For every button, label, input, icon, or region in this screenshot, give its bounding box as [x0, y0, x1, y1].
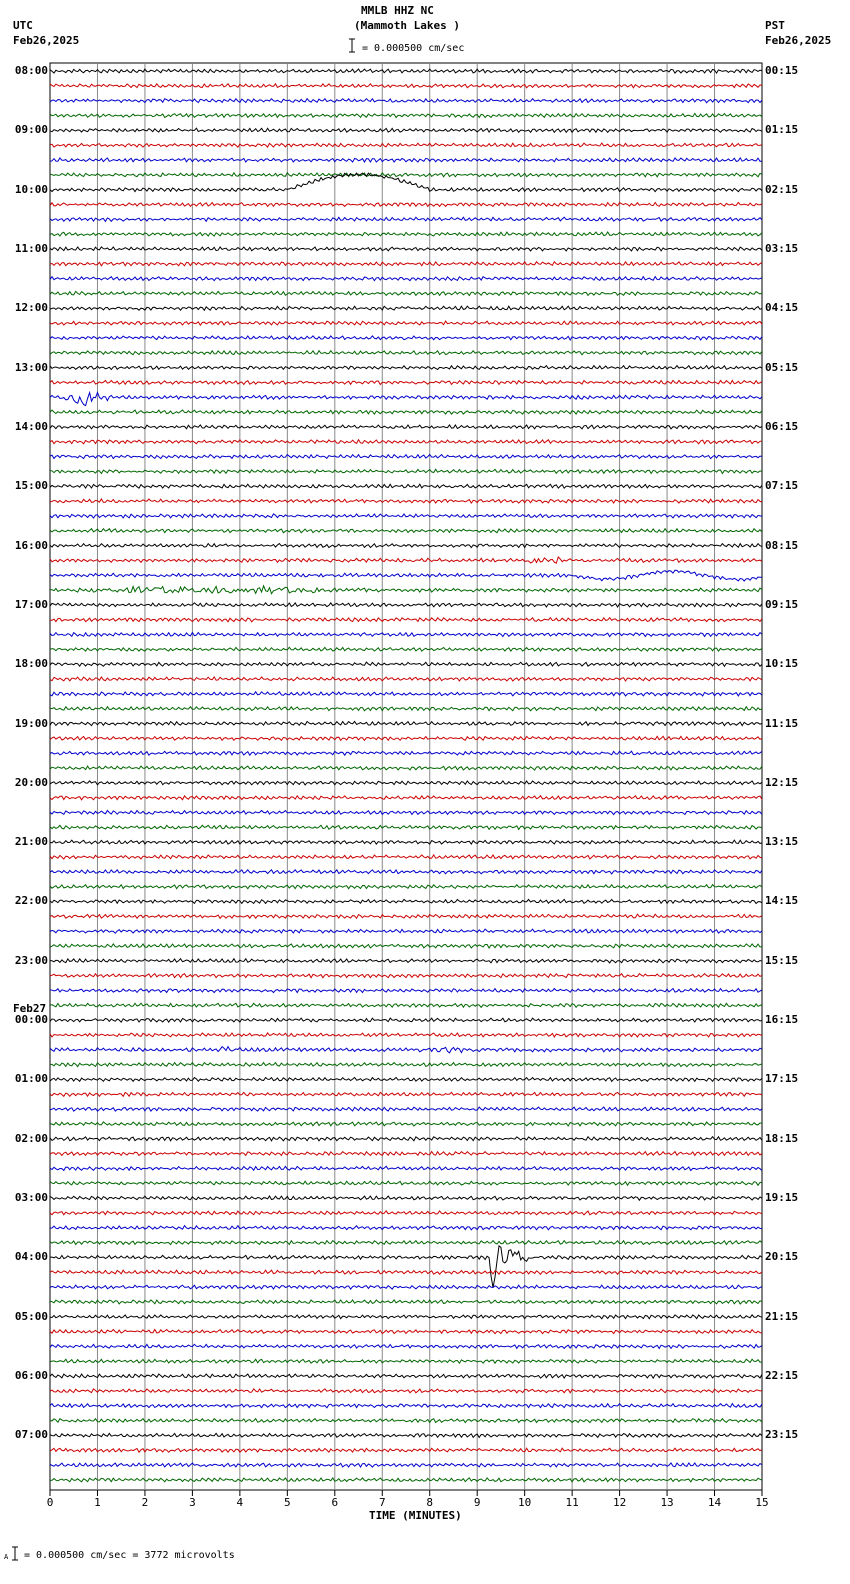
utc-hour-label: 08:00	[14, 64, 48, 77]
trace-82	[50, 1285, 762, 1289]
trace-group	[50, 69, 762, 1482]
x-tick-label-14: 14	[707, 1496, 722, 1509]
utc-hour-label: 21:00	[14, 835, 48, 849]
utc-hour-label: 02:00	[14, 1131, 48, 1145]
trace-39	[50, 647, 762, 651]
trace-83	[50, 1300, 762, 1304]
footer-scale-note: = 0.000500 cm/sec = 3772 microvolts	[24, 1550, 235, 1561]
utc-hour-label: 15:00	[14, 479, 48, 493]
scale-label: = 0.000500 cm/sec	[362, 43, 465, 54]
trace-3	[50, 113, 762, 117]
trace-8	[50, 173, 762, 192]
utc-hour-label: 04:00	[14, 1250, 48, 1264]
trace-64	[50, 1018, 762, 1022]
trace-25	[50, 440, 762, 444]
trace-10	[50, 217, 762, 221]
trace-78	[50, 1226, 762, 1230]
trace-28	[50, 484, 762, 488]
pst-hour-label: 19:15	[765, 1191, 799, 1205]
trace-30	[50, 514, 762, 518]
trace-60	[50, 959, 762, 963]
pst-hour-label: 03:15	[765, 241, 799, 255]
utc-hour-label: 11:00	[14, 241, 48, 255]
utc-hour-label: 00:00	[14, 1013, 48, 1027]
trace-58	[50, 929, 762, 933]
pst-hour-label: 22:15	[765, 1369, 799, 1383]
pst-hour-label: 00:15	[765, 64, 799, 77]
utc-hour-label: 17:00	[14, 597, 48, 611]
trace-19	[50, 351, 762, 355]
trace-34	[50, 570, 762, 581]
x-tick-label-5: 5	[284, 1496, 291, 1509]
x-tick-label-12: 12	[612, 1496, 627, 1509]
trace-92	[50, 1433, 762, 1437]
trace-1	[50, 84, 762, 88]
pst-hour-label: 14:15	[765, 894, 799, 908]
trace-56	[50, 899, 762, 903]
pst-hour-label: 01:15	[765, 123, 799, 137]
utc-hour-label: 16:00	[14, 538, 48, 552]
trace-72	[50, 1137, 762, 1141]
pst-date-label: Feb26,2025	[765, 34, 832, 47]
trace-22	[50, 393, 762, 406]
trace-5	[50, 143, 762, 147]
utc-hour-label: 13:00	[14, 360, 48, 374]
footer-scale-bar-icon	[4, 1546, 20, 1562]
pst-hour-label: 10:15	[765, 657, 799, 671]
trace-33	[50, 557, 762, 563]
x-tick-label-11: 11	[565, 1496, 579, 1509]
trace-94	[50, 1463, 762, 1467]
pst-hour-label: 16:15	[765, 1013, 799, 1027]
trace-37	[50, 618, 762, 622]
pst-hour-label: 15:15	[765, 953, 799, 967]
trace-31	[50, 529, 762, 533]
utc-hour-label: 19:00	[14, 716, 48, 730]
pst-hour-label: 21:15	[765, 1309, 799, 1323]
trace-38	[50, 633, 762, 637]
x-tick-label-8: 8	[426, 1496, 434, 1509]
pst-hour-label: 17:15	[765, 1072, 799, 1086]
trace-61	[50, 974, 762, 978]
trace-26	[50, 455, 762, 459]
pst-hour-label: 20:15	[765, 1250, 799, 1264]
pst-hour-label: 13:15	[765, 835, 799, 849]
x-tick-label-7: 7	[378, 1496, 386, 1509]
trace-51	[50, 825, 762, 829]
x-axis	[50, 1490, 762, 1496]
trace-95	[50, 1478, 762, 1482]
trace-18	[50, 336, 762, 340]
trace-24	[50, 425, 762, 429]
trace-43	[50, 707, 762, 711]
utc-hour-label: 01:00	[14, 1072, 48, 1086]
trace-49	[50, 796, 762, 800]
trace-80	[50, 1246, 762, 1288]
trace-89	[50, 1389, 762, 1393]
trace-93	[50, 1448, 762, 1452]
trace-85	[50, 1330, 762, 1334]
pst-hour-label: 08:15	[765, 538, 799, 552]
pst-hour-label: 04:15	[765, 301, 799, 315]
trace-81	[50, 1270, 762, 1274]
trace-16	[50, 306, 762, 310]
trace-69	[50, 1092, 762, 1096]
utc-hour-label: 22:00	[14, 894, 48, 908]
trace-14	[50, 277, 762, 281]
trace-62	[50, 988, 762, 992]
trace-20	[50, 366, 762, 370]
trace-73	[50, 1152, 762, 1156]
pst-hour-label: 12:15	[765, 775, 799, 789]
trace-6	[50, 158, 762, 162]
trace-55	[50, 885, 762, 889]
trace-9	[50, 202, 762, 206]
trace-71	[50, 1122, 762, 1126]
utc-hour-label: 09:00	[14, 123, 48, 137]
trace-50	[50, 811, 762, 815]
pst-hour-label: 07:15	[765, 479, 799, 493]
trace-65	[50, 1033, 762, 1037]
trace-46	[50, 751, 762, 755]
trace-36	[50, 603, 762, 607]
x-tick-label-15: 15	[755, 1496, 769, 1509]
trace-86	[50, 1344, 762, 1348]
x-tick-label-13: 13	[660, 1496, 674, 1509]
x-tick-label-10: 10	[518, 1496, 532, 1509]
x-tick-label-2: 2	[141, 1496, 149, 1509]
trace-17	[50, 321, 762, 325]
trace-21	[50, 380, 762, 384]
trace-13	[50, 262, 762, 266]
x-tick-label-6: 6	[331, 1496, 339, 1509]
trace-77	[50, 1211, 762, 1215]
utc-hour-label: 20:00	[14, 775, 48, 789]
utc-hour-label: 05:00	[14, 1309, 48, 1323]
trace-32	[50, 544, 762, 548]
trace-45	[50, 736, 762, 740]
utc-hour-label: 23:00	[14, 953, 48, 967]
trace-27	[50, 469, 762, 473]
trace-76	[50, 1196, 762, 1200]
x-tick-label-3: 3	[189, 1496, 196, 1509]
pst-timezone-label: PST	[765, 19, 785, 32]
trace-47	[50, 766, 762, 770]
trace-75	[50, 1181, 762, 1185]
trace-79	[50, 1241, 762, 1245]
trace-15	[50, 291, 762, 295]
x-tick-label-9: 9	[473, 1496, 481, 1509]
utc-timezone-label: UTC	[13, 19, 33, 32]
trace-41	[50, 677, 762, 681]
trace-91	[50, 1419, 762, 1423]
trace-59	[50, 944, 762, 948]
trace-42	[50, 692, 762, 696]
pst-hour-label: 02:15	[765, 182, 799, 196]
trace-29	[50, 499, 762, 503]
utc-hour-label: 14:00	[14, 419, 48, 433]
utc-hour-label: 18:00	[14, 657, 48, 671]
utc-hour-label: 10:00	[14, 182, 48, 196]
trace-35	[50, 586, 762, 594]
trace-88	[50, 1374, 762, 1378]
trace-2	[50, 99, 762, 103]
x-axis-title: TIME (MINUTES)	[369, 1509, 462, 1522]
trace-66	[50, 1047, 762, 1053]
trace-63	[50, 1003, 762, 1007]
utc-hour-label: 03:00	[14, 1191, 48, 1205]
station-title: MMLB HHZ NC	[361, 4, 434, 17]
pst-hour-label: 05:15	[765, 360, 799, 374]
pst-hour-label: 23:15	[765, 1428, 799, 1442]
trace-4	[50, 128, 762, 132]
pst-hour-label: 11:15	[765, 716, 799, 730]
x-tick-label-1: 1	[94, 1496, 101, 1509]
svg-text:A: A	[4, 1553, 9, 1561]
utc-hour-label: 07:00	[14, 1428, 48, 1442]
x-tick-label-4: 4	[236, 1496, 244, 1509]
station-location: (Mammoth Lakes )	[354, 19, 460, 32]
trace-57	[50, 914, 762, 918]
pst-hour-label: 18:15	[765, 1131, 799, 1145]
trace-70	[50, 1107, 762, 1111]
trace-74	[50, 1166, 762, 1170]
trace-54	[50, 870, 762, 874]
date-change-label: Feb27	[13, 1002, 47, 1015]
trace-40	[50, 662, 762, 666]
trace-48	[50, 781, 762, 785]
trace-53	[50, 855, 762, 859]
utc-hour-label: 06:00	[14, 1369, 48, 1383]
trace-90	[50, 1404, 762, 1408]
trace-12	[50, 247, 762, 251]
trace-11	[50, 232, 762, 236]
trace-68	[50, 1078, 762, 1082]
utc-hour-label: 12:00	[14, 301, 48, 315]
utc-date-label: Feb26,2025	[13, 34, 80, 47]
pst-hour-label: 06:15	[765, 419, 799, 433]
trace-23	[50, 410, 762, 414]
trace-0	[50, 69, 762, 73]
trace-7	[50, 173, 762, 177]
pst-hour-label: 09:15	[765, 597, 799, 611]
trace-67	[50, 1063, 762, 1067]
trace-87	[50, 1359, 762, 1363]
trace-44	[50, 722, 762, 726]
trace-52	[50, 840, 762, 844]
x-tick-label-0: 0	[46, 1496, 54, 1509]
trace-84	[50, 1315, 762, 1319]
